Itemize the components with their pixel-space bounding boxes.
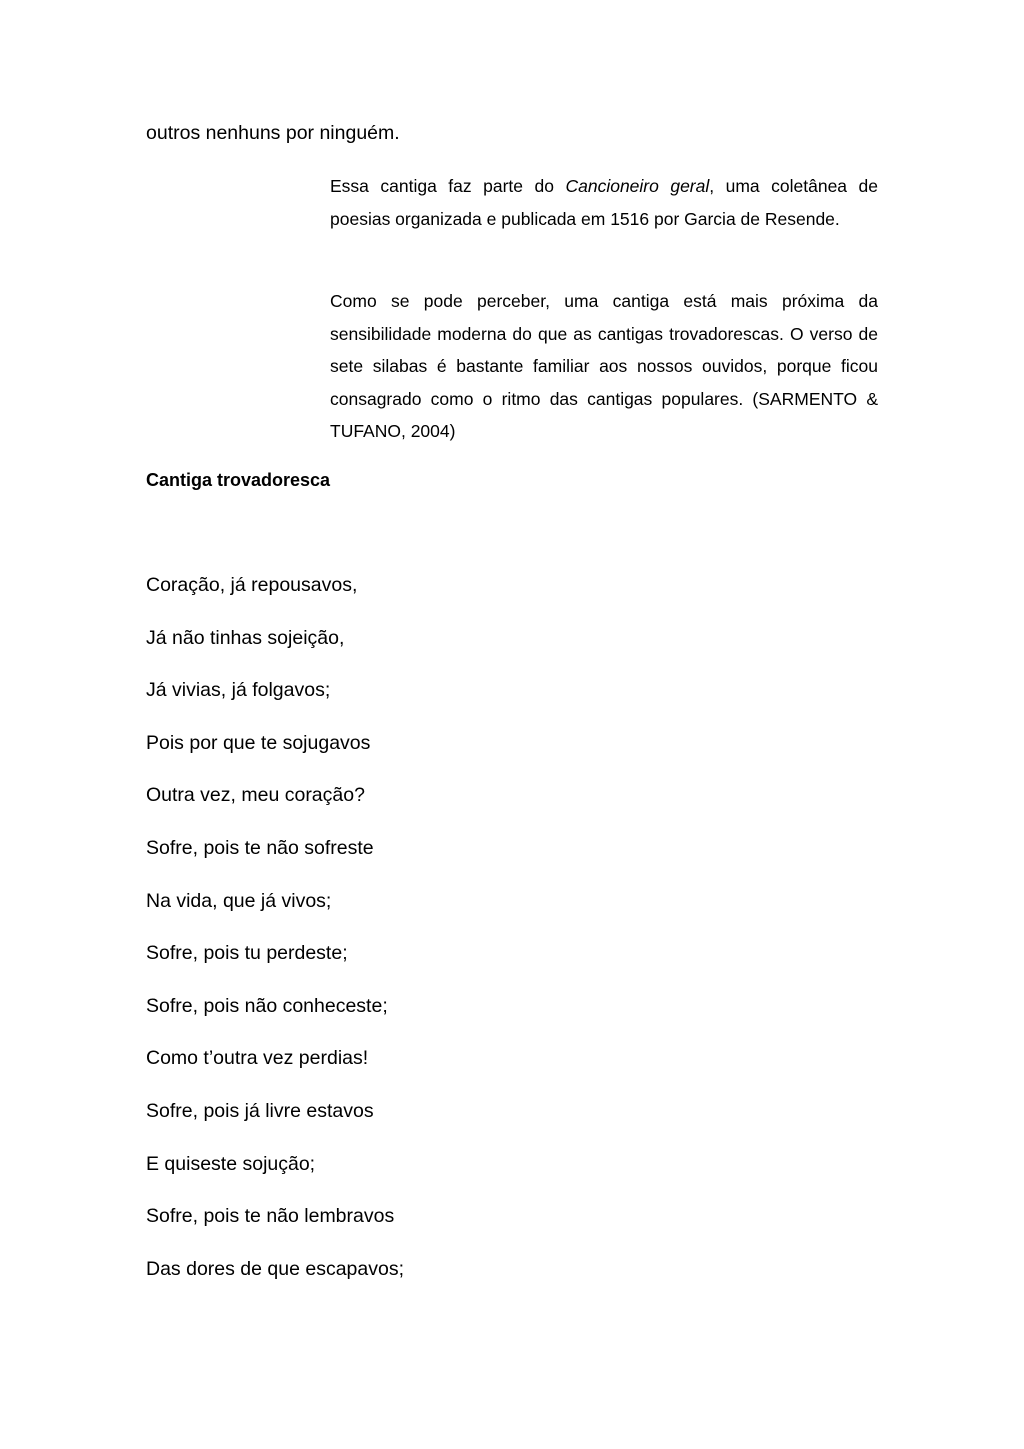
poem-line: Coração, já repousavos, xyxy=(146,574,358,596)
poem xyxy=(146,571,404,1307)
poem-line: Sofre, pois não conheceste; xyxy=(146,994,388,1017)
quote-2-text: Como se pode perceber, uma cantiga está mais próxima da sensibilidade moderna do que as cantigas trovadorescas. O verso de sete silabas é bastante familiar aos nossos ouvidos, porque ficou consagrado como o ritmo das cantigas populares. (SARMENTO & TUFANO, 2004) xyxy=(330,291,878,441)
poem-line: Pois por que te sojugavos xyxy=(146,731,371,754)
quote-1-text-start: Essa cantiga faz parte do xyxy=(330,176,566,196)
poem-line: Sofre, pois já livre estavos xyxy=(146,1099,374,1122)
poem-line: Já vivias, já folgavos; xyxy=(146,679,331,702)
poem-line: Sofre, pois te não sofreste xyxy=(146,836,374,859)
intro-line: outros nenhuns por ninguém. xyxy=(146,122,400,144)
poem-line: Outra vez, meu coração? xyxy=(146,784,365,807)
quote-paragraph-2 xyxy=(330,285,878,448)
poem-line: Na vida, que já vivos; xyxy=(146,889,332,912)
poem-line: Já não tinhas sojeição, xyxy=(146,626,345,649)
poem-line: Das dores de que escapavos; xyxy=(146,1257,404,1280)
poem-line: Sofre, pois te não lembravos xyxy=(146,1205,395,1228)
quote-paragraph-1 xyxy=(330,170,878,235)
section-heading: Cantiga trovadoresca xyxy=(146,470,331,490)
poem-line: Sofre, pois tu perdeste; xyxy=(146,942,348,965)
quote-1-text-end: , uma coletânea de poesias organizada e publicada em 1516 por Garcia de Resende. xyxy=(330,176,878,229)
poem-line: Como t’outra vez perdias! xyxy=(146,1047,369,1070)
poem-line: E quiseste sojução; xyxy=(146,1152,316,1175)
book-title: Cancioneiro geral xyxy=(565,176,710,196)
